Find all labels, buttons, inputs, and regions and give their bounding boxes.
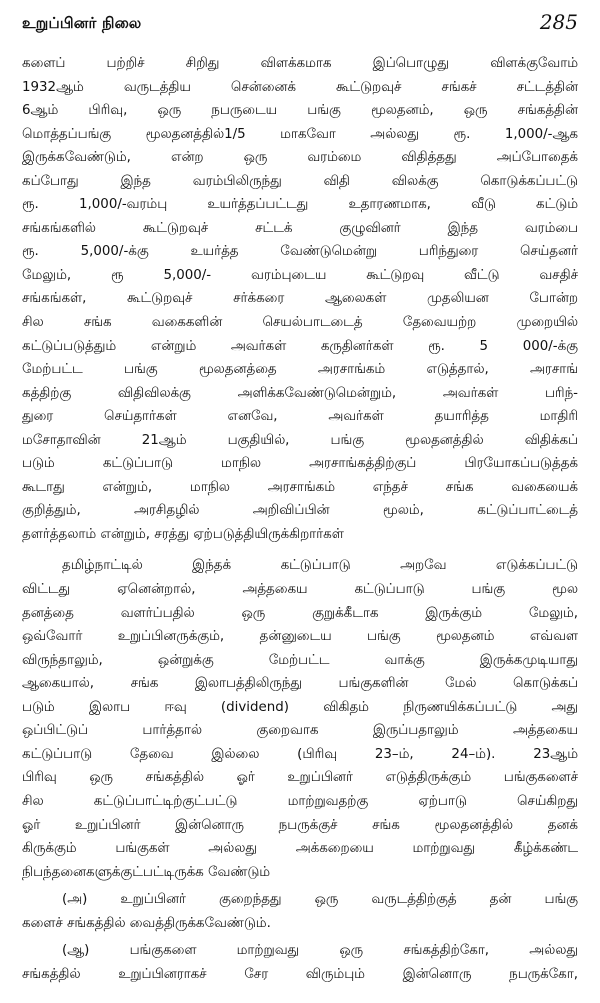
text-line: தளர்த்தலாம் என்றும், சரத்து ஏற்படுத்தியிருக்கிறார்கள்: [22, 526, 344, 542]
text-line: ஆகையால், சங்க இலாபத்திலிருந்து பங்குகளின் மேல் கொடுக்கப்: [22, 676, 578, 692]
text-line: விட்டது ஏனென்றால், அத்தகைய கட்டுப்பாடு பங்கு மூல: [22, 582, 578, 598]
text-line: சில கட்டுப்பாட்டிற்குட்பட்டு மாற்றுவதற்கு ஏற்பாடு செய்கிறது: [22, 793, 578, 809]
text-line: சங்கங்களில் கூட்டுறவுச் சட்டக் குழுவினர் இந்த வரம்பை: [22, 220, 578, 236]
text-line: மசோதாவின் 21ஆம் பகுதியில், பங்கு மூலதனத்தில் விதிக்கப்: [22, 432, 578, 448]
running-header: உறுப்பினர் நிலை: [22, 14, 142, 32]
text-line: தனத்தை வளர்ப்பதில் ஒரு குறுக்கீடாக இருக்கும் மேலும்,: [22, 605, 578, 621]
text-line: சங்கத்தில் உறுப்பினராகச் சேர விரும்பும் இன்னொரு நபருக்கோ,: [22, 966, 578, 982]
text-line: இருக்கவேண்டும், என்ற ஒரு வரம்மை விதித்தது அப்போதைக்: [22, 150, 578, 166]
text-line: கட்டுப்படுத்தும் என்றும் அவர்கள் கருதினர்கள் ரூ. 5 000/-க்கு: [22, 338, 578, 354]
text-line: நிபந்தனைகளுக்குட்பட்டிருக்க வேண்டும்: [22, 864, 271, 880]
text-line: கத்திற்கு விதிவிலக்கு அளிக்கவேண்டுமென்றும், அவர்கள் பரிந்-: [22, 385, 578, 401]
page-body: [22, 52, 578, 986]
text-line: படும் கட்டுப்பாடு மாநில அரசாங்கத்திற்குப் பிரயோகப்படுத்தக்: [22, 456, 578, 472]
text-line: ரூ. 1,000/-வரம்பு உயர்த்தப்பட்டது உதாரணமாக, வீடு கட்டும்: [22, 197, 578, 213]
text-line: 1932ஆம் வருடத்திய சென்னைக் கூட்டுறவுச் சங்கச் சட்டத்தின்: [22, 79, 578, 95]
text-line: சில சங்க வகைகளின் செயல்பாடடைத் தேவையற்ற முறையில்: [22, 315, 578, 331]
paragraph: [22, 52, 578, 546]
text-line: குறித்தும், அரசிதழில் அறிவிப்பின் மூலம், கட்டுப்பாட்டைத்: [22, 503, 578, 519]
text-line: மொத்தப்பங்கு மூலதனத்தில்1/5 மாகவோ அல்லது ரூ. 1,000/-ஆக: [22, 126, 578, 142]
text-line: (ஆ) பங்குகளை மாற்றுவது ஒரு சங்கத்திற்கோ, அல்லது: [62, 943, 578, 959]
text-line: பிரிவு ஒரு சங்கத்தில் ஓர் உறுப்பினர் எடுத்திருக்கும் பங்குகளைச்: [22, 770, 578, 786]
paragraph-gap: [22, 546, 578, 554]
page-number: 285: [539, 10, 578, 34]
text-line: விருந்தாலும், ஒன்றுக்கு மேற்பட்ட வாக்கு இருக்கமுடியாது: [22, 652, 578, 668]
text-line: மேலும், ரூ 5,000/- வரம்புடைய கூட்டுறவு வீட்டு வசதிச்: [22, 267, 578, 283]
text-line: (அ) உறுப்பினர் குறைந்தது ஒரு வருடத்திற்குத் தன் பங்கு: [62, 892, 578, 908]
text-line: கூடாது என்றும், மாநில அரசாங்கம் எந்தச் சங்க வகையைக்: [22, 479, 578, 495]
text-line: மேற்பட்ட பங்கு மூலதனத்தை அரசாங்கம் எடுத்தால், அரசாங்: [22, 362, 578, 378]
text-line: ஒவ்வோர் உறுப்பினருக்கும், தன்னுடைய பங்கு மூலதனம் எவ்வள: [22, 629, 578, 645]
text-line: 6ஆம் பிரிவு, ஒரு நபருடைய பங்கு மூலதனம், ஒரு சங்கத்தின்: [22, 103, 578, 119]
text-line: களைப் பற்றிச் சிறிது விளக்கமாக இப்பொழுது விளக்குவோம்: [22, 56, 578, 71]
text-line: களைச் சங்கத்தில் வைத்திருக்கவேண்டும்.: [22, 915, 271, 931]
text-line: துரை செய்தார்கள் எனவே, அவர்கள் தயாரித்த மாதிரி: [22, 409, 578, 425]
text-line: படும் இலாப ஈவு (dividend) விகிதம் நிருணயிக்கப்பட்டு அது: [22, 699, 578, 715]
text-line: ஓர் உறுப்பினர் இன்னொரு நபருக்குச் சங்க மூலதனத்தில் தனக்: [22, 817, 578, 833]
text-line: கட்டுப்பாடு தேவை இல்லை (பிரிவு 23–ம், 24–ம்). 23ஆம்: [22, 746, 578, 762]
text-line: ஒப்பிட்டுப் பார்த்தால் குறைவாக இருப்பதாலும் அத்தகைய: [22, 723, 578, 739]
text-line: சங்கங்கள், கூட்டுறவுச் சர்க்கரை ஆலைகள் முதலியன போன்ற: [22, 291, 578, 307]
text-line: தமிழ்நாட்டில் இந்தக் கட்டுப்பாடு அறவே எடுக்கப்பட்டு: [62, 558, 578, 574]
paragraph: [22, 939, 578, 986]
paragraph: [22, 554, 578, 884]
text-line: ரூ. 5,000/-க்கு உயர்த்த வேண்டுமென்று பரிந்துரை செய்தனர்: [22, 244, 578, 260]
text-line: கிருக்கும் பங்குகள் அல்லது அக்கறையை மாற்றுவது கீழ்க்கண்ட: [22, 841, 578, 857]
text-line: கப்போது இந்த வரம்பிலிருந்து விதி விலக்கு கொடுக்கப்பட்டு: [22, 173, 578, 189]
paragraph: [22, 888, 578, 935]
